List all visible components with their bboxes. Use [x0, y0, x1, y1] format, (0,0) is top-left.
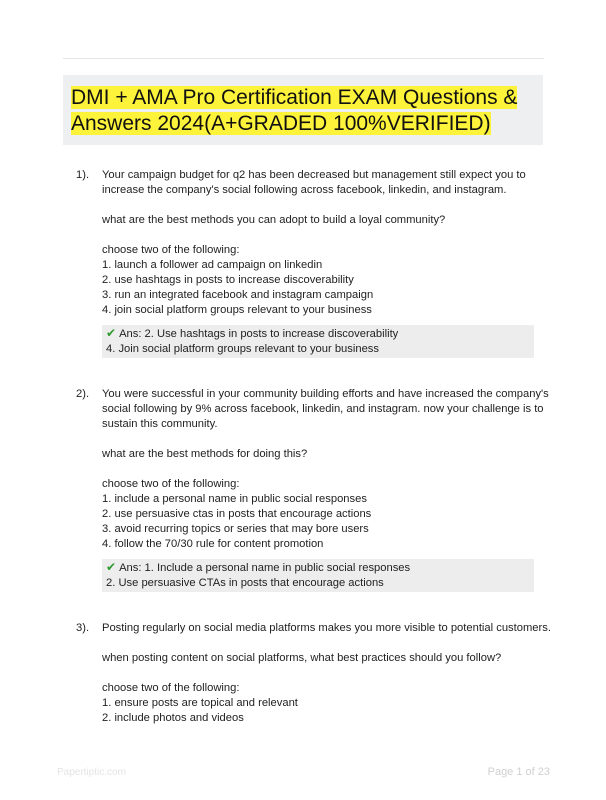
choice-item: 1. include a personal name in public social responses — [102, 493, 367, 505]
choice-item: 1. launch a follower ad campaign on linkedin — [102, 259, 323, 271]
question-body — [102, 168, 542, 358]
choice-item: 3. run an integrated facebook and instagram campaign — [102, 289, 374, 301]
question-number: 2). — [76, 388, 90, 400]
question-body — [102, 621, 551, 726]
answer-box — [102, 325, 534, 358]
answer-line: 2. Use persuasive CTAs in posts that encourage actions — [106, 577, 384, 589]
question-line: Posting regularly on social media platforms makes you more visible to potential customers. — [102, 622, 551, 634]
question-line: Your campaign budget for q2 has been decreased but management still expect you to — [102, 169, 526, 181]
footer-watermark: Papertiptic.com — [57, 767, 126, 778]
choice-instruction: choose two of the following: — [102, 682, 240, 694]
question-prompt: when posting content on social platforms, what best practices should you follow? — [102, 652, 502, 664]
choice-item: 4. join social platform groups relevant to your business — [102, 304, 372, 316]
answer-box — [102, 559, 534, 592]
question-prompt: what are the best methods for doing this? — [102, 448, 308, 460]
choice-item: 2. use persuasive ctas in posts that encourage actions — [102, 508, 372, 520]
page-number: Page 1 of 23 — [487, 766, 550, 778]
question-number: 1). — [76, 169, 90, 181]
checkmark-icon: ✔ — [106, 326, 117, 340]
answer-line: 4. Join social platform groups relevant to your business — [106, 343, 379, 355]
checkmark-icon: ✔ — [106, 560, 117, 574]
choice-item: 4. follow the 70/30 rule for content promotion — [102, 538, 324, 550]
answer-line: Ans: 2. Use hashtags in posts to increase discoverability — [119, 328, 399, 340]
question-body — [102, 387, 549, 592]
answer-line: Ans: 1. Include a personal name in public social responses — [119, 562, 411, 574]
choice-item: 3. avoid recurring topics or series that may bore users — [102, 523, 369, 535]
question-line: You were successful in your community building efforts and have increased the company's — [102, 388, 549, 400]
top-divider — [63, 58, 544, 59]
question-prompt: what are the best methods you can adopt to build a loyal community? — [102, 214, 446, 226]
choice-item: 2. use hashtags in posts to increase discoverability — [102, 274, 354, 286]
question-line: increase the company's social following across facebook, linkedin, and instagram. — [102, 184, 507, 196]
title-banner — [63, 75, 543, 145]
choice-instruction: choose two of the following: — [102, 244, 240, 256]
question-line: social following by 9% across facebook, linkedin, and instagram. now your challenge is to — [102, 403, 544, 415]
choice-item: 2. include photos and videos — [102, 712, 244, 724]
choice-instruction: choose two of the following: — [102, 478, 240, 490]
document-title: DMI + AMA Pro Certification EXAM Questions & Answers 2024(A+GRADED 100%VERIFIED) — [71, 86, 518, 135]
question-line: sustain this community. — [102, 418, 218, 430]
choice-item: 1. ensure posts are topical and relevant — [102, 697, 298, 709]
question-number: 3). — [76, 622, 90, 634]
